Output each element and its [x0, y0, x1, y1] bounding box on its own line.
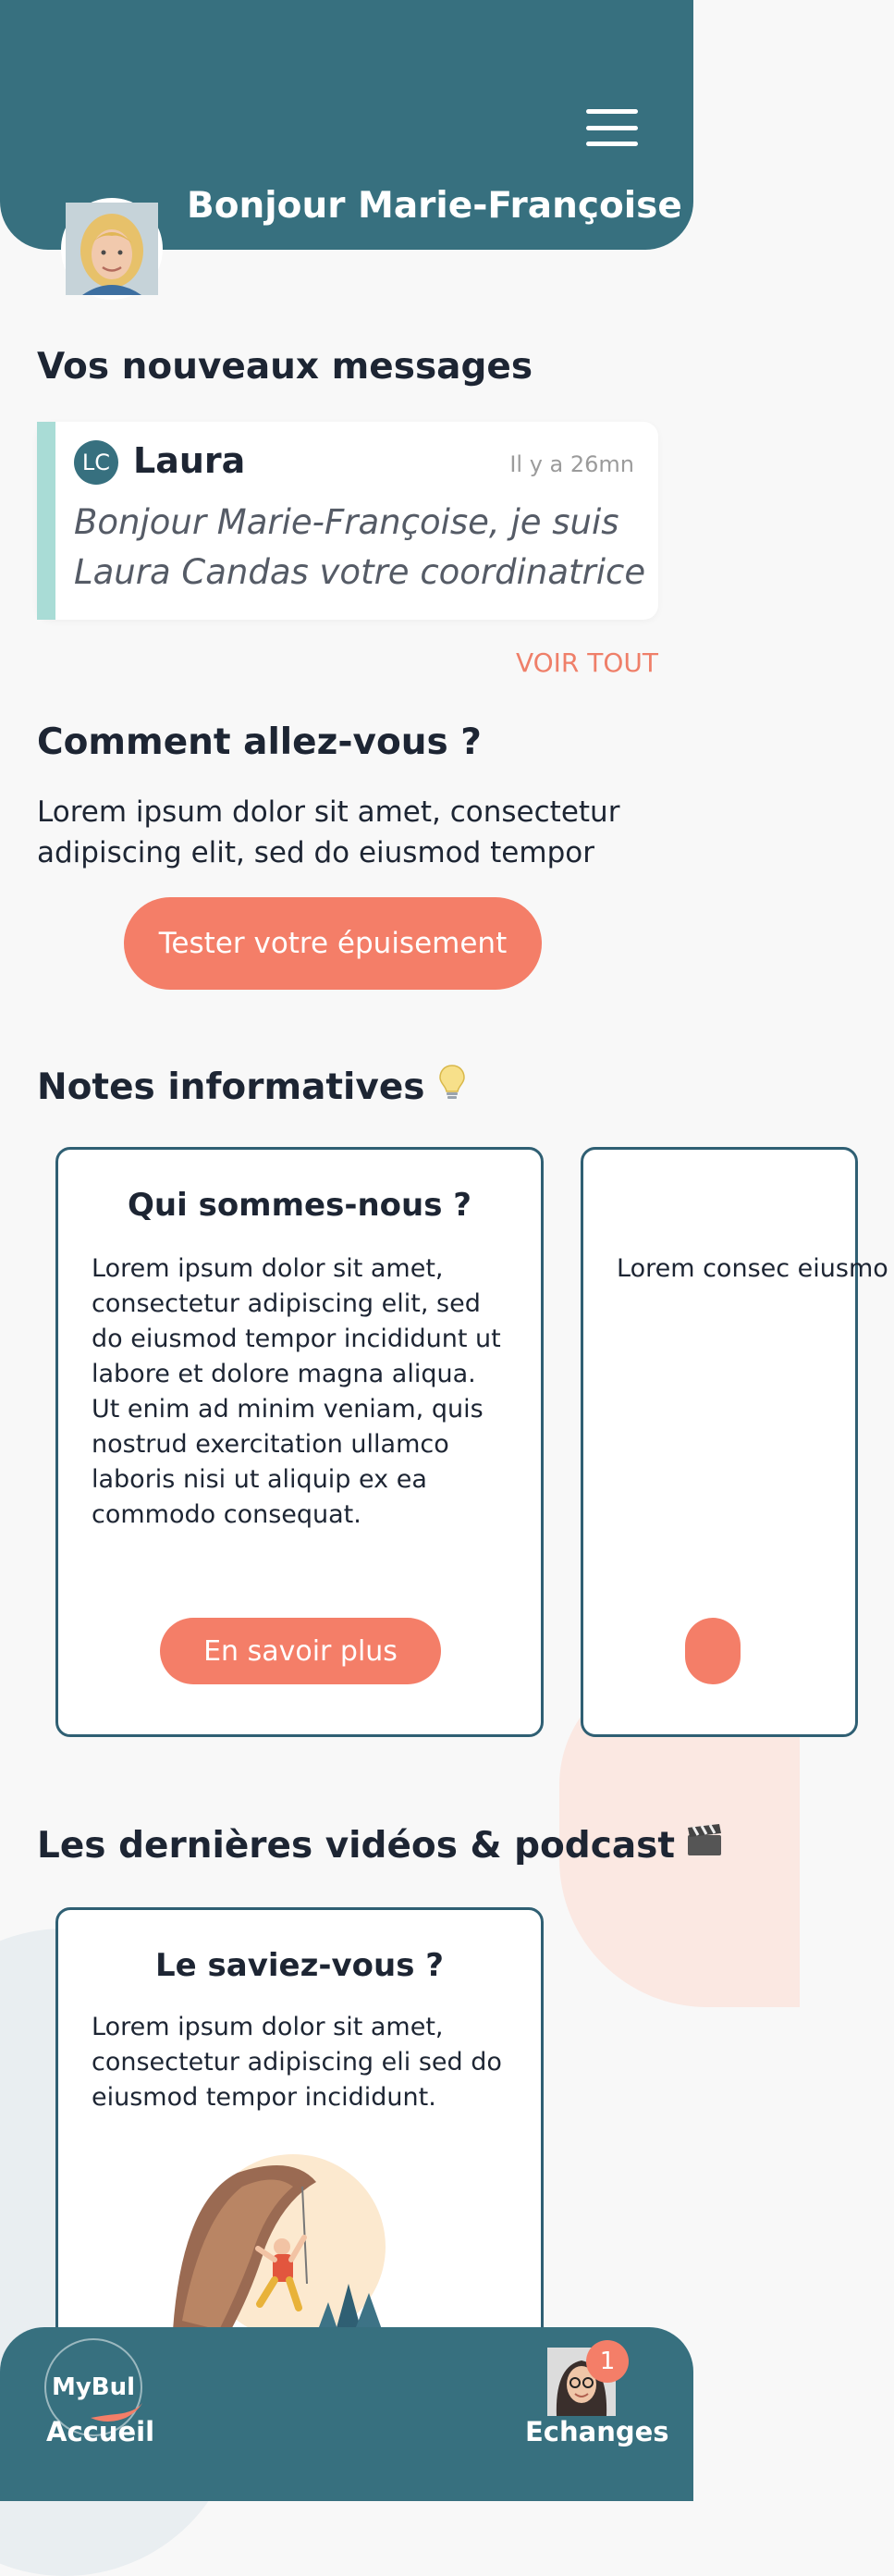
greeting-title: Bonjour Marie-Françoise [187, 185, 682, 227]
wellbeing-text: Lorem ipsum dolor sit amet, consectetur adipiscing elit, sed do eiusmod tempor [37, 795, 620, 869]
videos-title: Les dernières vidéos & podcast [37, 1824, 676, 1867]
videos-section-header [37, 1824, 723, 1867]
user-avatar[interactable] [61, 198, 163, 300]
messages-title: Vos nouveaux messages [37, 346, 533, 388]
nav-exchanges-label[interactable]: Echanges [525, 2416, 669, 2447]
info-card [55, 1147, 544, 1737]
info-card-text: Lorem ipsum dolor sit amet, consectetur adipiscing elit, sed do eiusmod tempor incididunt ut labore et dolore magna aliqua. Ut enim ad minim veniam, quis nostrud exercitation ullamco laboris nisi ut aliquip ex ea commodo consequat. [92, 1254, 501, 1529]
lightbulb-icon [438, 1064, 466, 1110]
message-sender: Laura [133, 440, 246, 481]
video-card-text: Lorem ipsum dolor sit amet, consectetur adipiscing eli sed do eiusmod tempor incididunt. [92, 2013, 502, 2112]
notes-title: Notes informatives [37, 1066, 425, 1108]
info-card-title: Qui sommes-nous ? [127, 1187, 472, 1224]
see-all-link[interactable]: VOIR TOUT [515, 647, 658, 678]
video-card[interactable] [55, 1907, 544, 2388]
info-card-partial-text: Lorem consec eiusmo [617, 1254, 888, 1283]
message-card[interactable] [37, 422, 658, 620]
sender-initials-avatar: LC [74, 440, 118, 485]
info-card-partial[interactable] [581, 1147, 888, 1737]
wellbeing-title: Comment allez-vous ? [37, 721, 482, 763]
learn-more-button-partial[interactable] [685, 1618, 741, 1684]
nav-home-label[interactable]: Accueil [46, 2416, 155, 2447]
message-timestamp: Il y a 26mn [509, 451, 634, 477]
learn-more-button[interactable]: En savoir plus [160, 1618, 441, 1684]
message-preview: Bonjour Marie-Françoise, je suis Laura Candas votre coordinatrice [74, 502, 646, 592]
notification-badge: 1 [586, 2340, 629, 2383]
climber-illustration [164, 2145, 386, 2343]
hamburger-menu-icon[interactable] [586, 109, 638, 146]
clapperboard-icon [686, 1824, 723, 1867]
message-accent-bar [37, 422, 55, 620]
video-card-title: Le saviez-vous ? [154, 1947, 445, 1984]
notes-section-header [37, 1064, 466, 1110]
burnout-test-button[interactable]: Tester votre épuisement [124, 897, 542, 990]
logo-text: MyBul [51, 2373, 136, 2401]
